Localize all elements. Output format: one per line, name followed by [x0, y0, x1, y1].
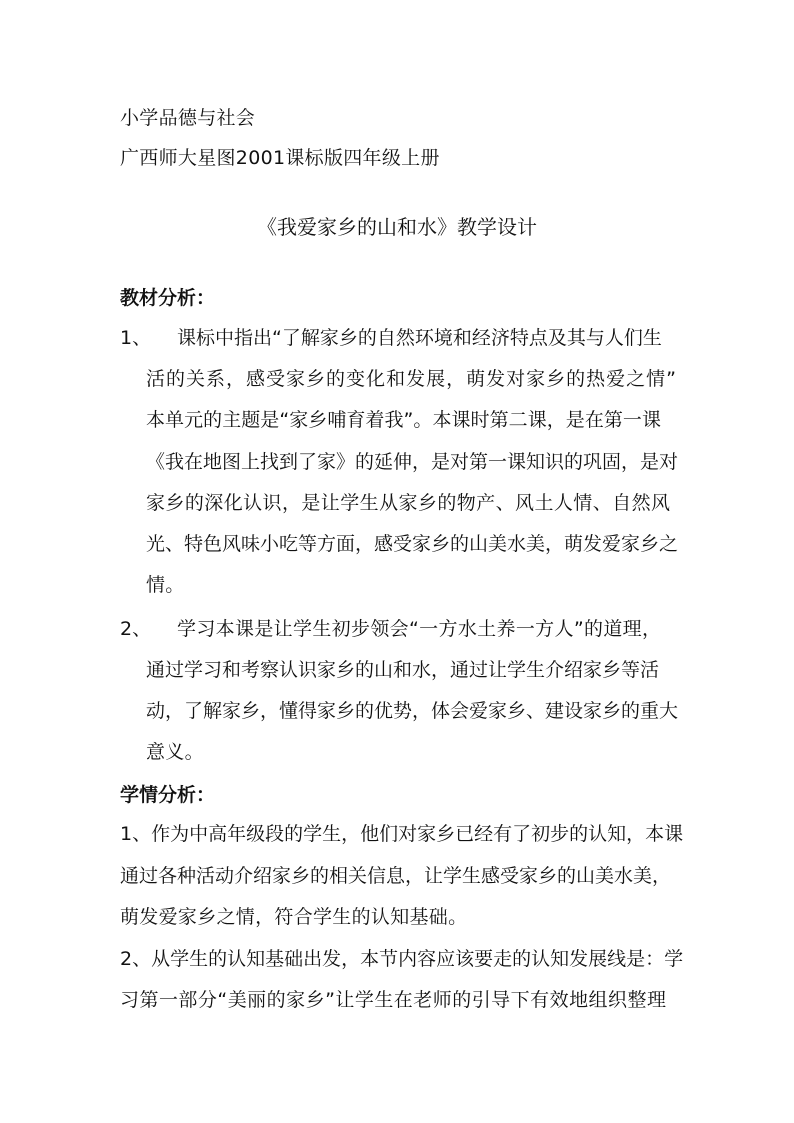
- item-1-line: 活的关系，感受家乡的变化和发展，萌发对家乡的热爱之情”: [146, 368, 676, 390]
- learning-line: 习第一部分“美丽的家乡”让学生在老师的引导下有效地组织整理: [120, 989, 666, 1011]
- item-2-line: 学习本课是让学生初步领会“一方水土养一方人”的道理，: [177, 618, 661, 640]
- learning-line: 通过各种活动介绍家乡的相关信息，让学生感受家乡的山美水美，: [120, 865, 672, 887]
- item-2-line: 通过学习和考察认识家乡的山和水，通过让学生介绍家乡等活: [146, 659, 660, 681]
- item-1-line: 课标中指出“了解家乡的自然环境和经济特点及其与人们生: [177, 327, 662, 349]
- learning-line: 1、作为中高年级段的学生，他们对家乡已经有了初步的认知，本课: [120, 823, 684, 845]
- document-title: 《我爱家乡的山和水》教学设计: [257, 215, 537, 239]
- subject-label: 小学品德与社会: [120, 107, 256, 129]
- item-1-number: 1、: [120, 327, 152, 349]
- item-2-line: 意义。: [146, 741, 204, 763]
- edition-label: 广西师大星图2001课标版四年级上册: [120, 147, 440, 169]
- item-1-line: 光、特色风味小吃等方面，感受家乡的山美水美，萌发爱家乡之: [146, 533, 679, 555]
- learning-line: 2、从学生的认知基础出发，本节内容应该要走的认知发展线是：学: [120, 948, 684, 970]
- item-1-line: 家乡的深化认识，是让学生从家乡的物产、风土人情、自然风: [146, 492, 670, 514]
- learning-line: 萌发爱家乡之情，符合学生的认知基础。: [120, 906, 468, 928]
- item-1-line: 本单元的主题是“家乡哺育着我”。本课时第二课，是在第一课: [146, 409, 661, 431]
- item-2-line: 动，了解家乡，懂得家乡的优势，体会爱家乡、建设家乡的重大: [146, 700, 679, 722]
- learning-analysis-heading: 学情分析：: [120, 784, 216, 806]
- item-1-line: 情。: [146, 574, 185, 596]
- material-analysis-heading: 教材分析：: [120, 287, 216, 309]
- item-1-line: 《我在地图上找到了家》的延伸，是对第一课知识的巩固，是对: [146, 451, 679, 473]
- item-2-number: 2、: [120, 618, 152, 640]
